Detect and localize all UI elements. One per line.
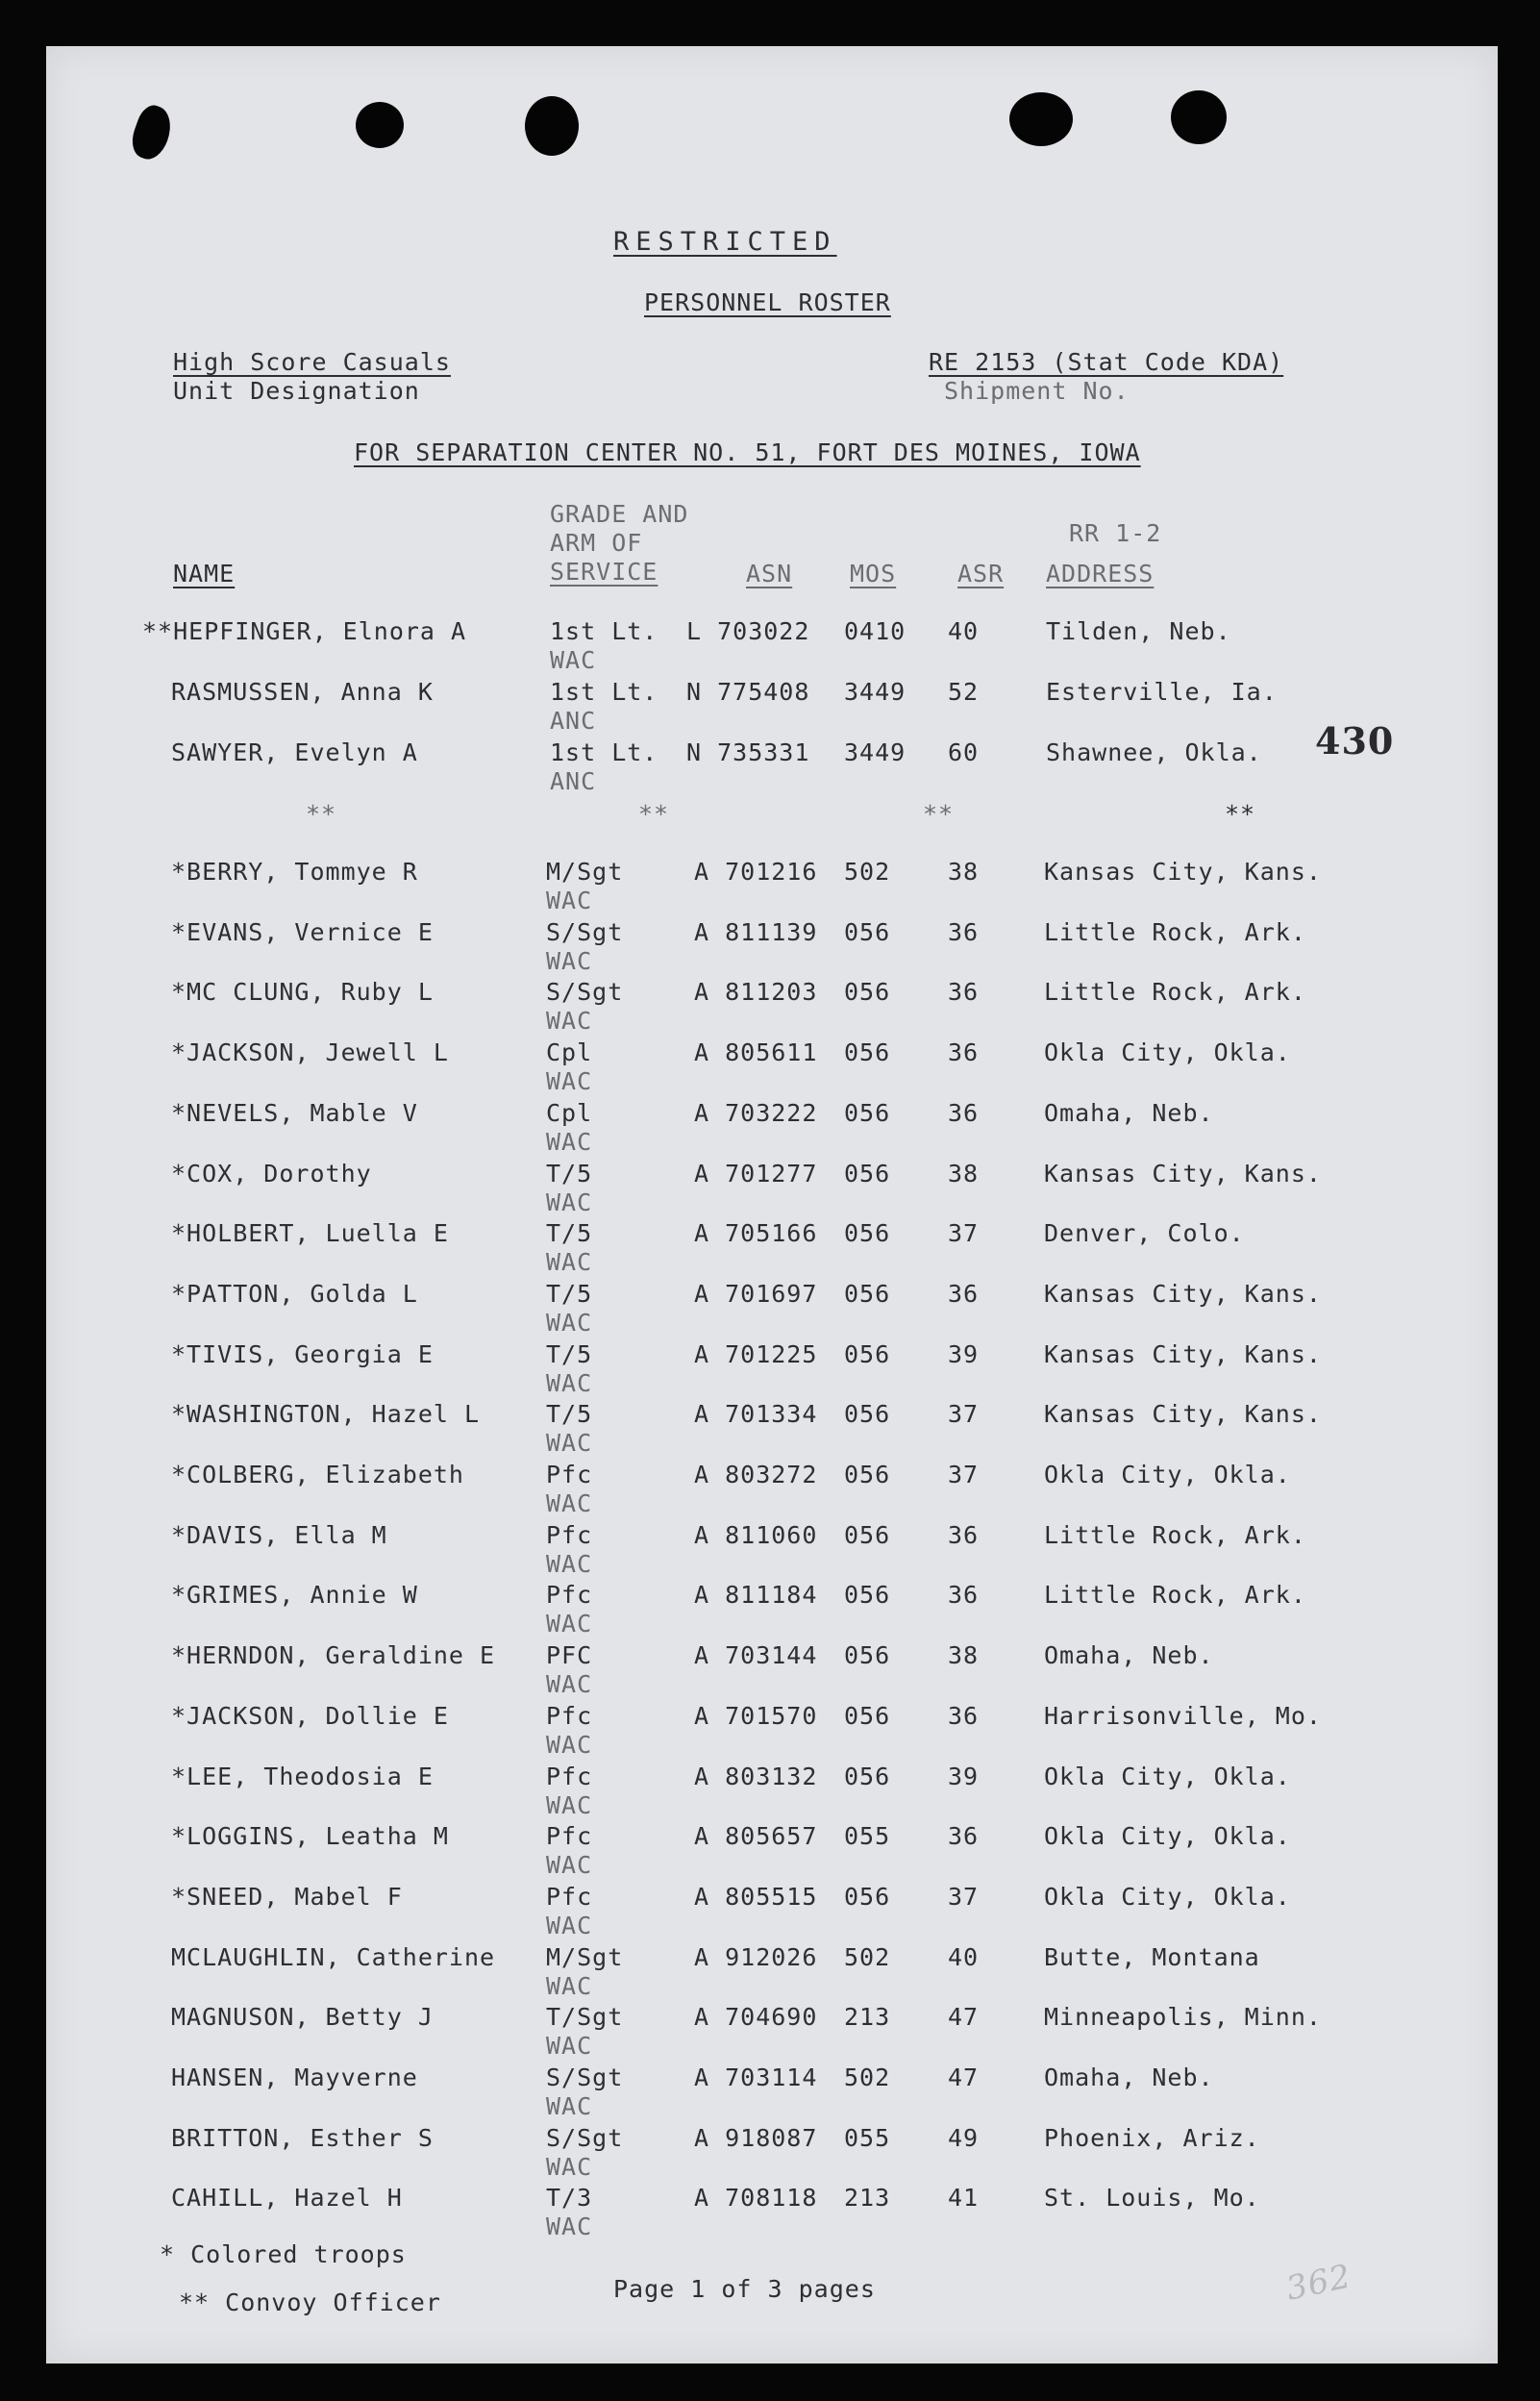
address: Kansas City, Kans. [1044,1400,1322,1429]
arm-of-service: WAC [546,1489,593,1517]
person-name: CAHILL, Hazel H [171,2184,403,2213]
address: Okla City, Okla. [1044,1882,1291,1911]
asr: 38 [948,858,980,886]
person-name: BRITTON, Esther S [171,2123,434,2152]
asr: 47 [948,2063,980,2091]
mos: 056 [844,1098,891,1127]
asr: 37 [948,1219,980,1248]
address: Butte, Montana [1044,1942,1260,1971]
grade: M/Sgt [546,1942,624,1971]
arm-of-service: WAC [546,946,593,975]
grade: T/5 [546,1400,593,1429]
asn: A 803272 [694,1461,818,1488]
mos: 502 [844,2063,891,2091]
address: Tilden, Neb. [1046,617,1231,645]
arm-of-service: WAC [546,1549,593,1578]
address: Omaha, Neb. [1044,2063,1214,2091]
grade: T/5 [546,1159,593,1188]
asr: 36 [948,1038,980,1067]
mos: 056 [844,917,891,946]
asn: A 703144 [694,1641,818,1670]
address: Kansas City, Kans. [1044,1279,1322,1308]
person-name: *GRIMES, Annie W [171,1581,418,1610]
asn: A 708118 [694,2184,818,2213]
person-name: SAWYER, Evelyn A [171,738,418,766]
person-name: RASMUSSEN, Anna K [171,678,434,706]
person-name: *EVANS, Vernice E [171,917,434,946]
asn: A 805515 [694,1882,818,1911]
asn: N 775408 [686,678,810,706]
address: Okla City, Okla. [1044,1038,1291,1067]
person-name: *SNEED, Mabel F [171,1882,403,1911]
classification-title: RESTRICTED [613,227,837,257]
address: Kansas City, Kans. [1044,1159,1322,1188]
asn: A 704690 [694,2003,818,2032]
person-name: *MC CLUNG, Ruby L [171,978,434,1007]
address: Omaha, Neb. [1044,1098,1214,1127]
asr: 40 [948,617,980,645]
asr: 36 [948,1279,980,1308]
grade: S/Sgt [546,978,624,1007]
asr: 39 [948,1762,980,1790]
mos: 056 [844,1762,891,1790]
grade: Pfc [546,1701,593,1730]
address: Okla City, Okla. [1044,1762,1291,1790]
asn: A 811203 [694,978,818,1007]
shipment-label: Shipment No. [944,377,1130,405]
person-name: HANSEN, Mayverne [171,2063,418,2091]
asn: N 735331 [686,738,810,766]
address: Esterville, Ia. [1046,678,1278,706]
person-name: *LOGGINS, Leatha M [171,1822,449,1851]
grade: M/Sgt [546,858,624,886]
col-mos: MOS [850,560,897,588]
mos: 056 [844,1641,891,1670]
arm-of-service: WAC [546,1368,593,1397]
mos: 502 [844,858,891,886]
mos: 055 [844,1822,891,1851]
punch-hole-2 [525,96,579,156]
col-asn: ASN [746,560,793,588]
address: Minneapolis, Minn. [1044,2003,1322,2032]
address: Phoenix, Ariz. [1044,2123,1260,2152]
person-name: **HEPFINGER, Elnora A [142,617,467,645]
col-grade-line1: GRADE AND [550,500,689,528]
mos: 056 [844,1219,891,1248]
asn: A 701225 [694,1339,818,1368]
destination: FOR SEPARATION CENTER NO. 51, FORT DES MOINES, IOWA [354,438,1141,466]
grade: T/Sgt [546,2003,624,2032]
arm-of-service: WAC [550,646,597,674]
separator-mark-4: ** [1225,800,1256,828]
asn: A 701216 [694,858,818,886]
asr: 36 [948,1822,980,1851]
mos: 056 [844,1339,891,1368]
asr: 37 [948,1461,980,1488]
arm-of-service: WAC [546,2092,593,2120]
address: Harrisonville, Mo. [1044,1701,1322,1730]
asn: A 803132 [694,1762,818,1790]
asn: A 912026 [694,1942,818,1971]
shipment-value: RE 2153 (Stat Code KDA) [929,348,1284,376]
grade: T/5 [546,1339,593,1368]
person-name: *WASHINGTON, Hazel L [171,1400,481,1429]
asn: A 811060 [694,1520,818,1549]
asr: 41 [948,2184,980,2213]
mos: 056 [844,1159,891,1188]
separator-mark-1: ** [306,800,337,828]
arm-of-service: WAC [546,1308,593,1337]
mos: 056 [844,1461,891,1488]
asn: L 703022 [686,617,810,645]
address: Denver, Colo. [1044,1219,1245,1248]
arm-of-service: ANC [550,767,597,795]
person-name: MAGNUSON, Betty J [171,2003,434,2032]
mos: 056 [844,978,891,1007]
asr: 52 [948,678,980,706]
grade: Pfc [546,1461,593,1488]
grade: Pfc [546,1581,593,1610]
grade: 1st Lt. [550,617,658,645]
address: Okla City, Okla. [1044,1822,1291,1851]
asr: 36 [948,1098,980,1127]
mos: 056 [844,1279,891,1308]
footnote-convoy-officer: ** Convoy Officer [179,2288,441,2316]
page-stamp-number: 430 [1315,719,1395,763]
asr: 36 [948,1520,980,1549]
asr: 39 [948,1339,980,1368]
address: Kansas City, Kans. [1044,858,1322,886]
separator-mark-2: ** [638,800,670,828]
person-name: *HOLBERT, Luella E [171,1219,449,1248]
arm-of-service: WAC [546,1851,593,1880]
roster-sheet [46,46,1498,2363]
punch-hole-1 [356,102,404,148]
asr: 37 [948,1882,980,1911]
arm-of-service: WAC [546,2152,593,2181]
person-name: *DAVIS, Ella M [171,1520,387,1549]
col-address-line1: RR 1-2 [1069,519,1162,547]
arm-of-service: WAC [546,1007,593,1036]
col-address: ADDRESS [1046,560,1155,588]
person-name: *HERNDON, Geraldine E [171,1641,496,1670]
col-grade-line3: SERVICE [550,558,658,586]
asr: 60 [948,738,980,766]
arm-of-service: WAC [546,1188,593,1216]
grade: Pfc [546,1520,593,1549]
arm-of-service: WAC [546,1911,593,1939]
person-name: *TIVIS, Georgia E [171,1339,434,1368]
arm-of-service: ANC [550,707,597,735]
asr: 47 [948,2003,980,2032]
asn: A 703222 [694,1098,818,1127]
col-grade-line2: ARM OF [550,529,643,557]
person-name: *JACKSON, Dollie E [171,1701,449,1730]
col-name: NAME [173,560,236,588]
grade: PFC [546,1641,593,1670]
asn: A 805611 [694,1038,818,1067]
arm-of-service: WAC [546,887,593,914]
mos: 056 [844,1882,891,1911]
person-name: *COLBERG, Elizabeth [171,1461,464,1488]
asn: A 811184 [694,1581,818,1610]
arm-of-service: WAC [546,1790,593,1819]
address: Omaha, Neb. [1044,1641,1214,1670]
asr: 36 [948,1701,980,1730]
address: Kansas City, Kans. [1044,1339,1322,1368]
grade: S/Sgt [546,917,624,946]
roster-title: PERSONNEL ROSTER [644,288,891,316]
asn: A 701334 [694,1400,818,1429]
footnote-colored-troops: * Colored troops [160,2240,407,2268]
arm-of-service: WAC [546,1127,593,1156]
asn: A 701277 [694,1159,818,1188]
person-name: *LEE, Theodosia E [171,1762,434,1790]
arm-of-service: WAC [546,1067,593,1096]
mos: 056 [844,1701,891,1730]
person-name: *NEVELS, Mable V [171,1098,418,1127]
address: Shawnee, Okla. [1046,738,1262,766]
address: St. Louis, Mo. [1044,2184,1260,2213]
arm-of-service: WAC [546,1971,593,2000]
person-name: *BERRY, Tommye R [171,858,418,886]
asr: 49 [948,2123,980,2152]
mos: 3449 [844,678,907,706]
unit-value: High Score Casuals [173,348,451,376]
address: Little Rock, Ark. [1044,978,1306,1007]
address: Little Rock, Ark. [1044,1520,1306,1549]
asr: 38 [948,1641,980,1670]
punch-hole-3 [1009,92,1073,146]
mos: 502 [844,1942,891,1971]
asr: 37 [948,1400,980,1429]
arm-of-service: WAC [546,1429,593,1458]
asr: 40 [948,1942,980,1971]
mos: 213 [844,2003,891,2032]
asn: A 703114 [694,2063,818,2091]
asr: 38 [948,1159,980,1188]
mos: 056 [844,1520,891,1549]
mos: 056 [844,1400,891,1429]
mos: 056 [844,1038,891,1067]
asr: 36 [948,917,980,946]
address: Little Rock, Ark. [1044,917,1306,946]
grade: Cpl [546,1038,593,1067]
asr: 36 [948,978,980,1007]
punch-hole-4 [1171,90,1227,144]
mos: 0410 [844,617,907,645]
arm-of-service: WAC [546,2213,593,2241]
handwritten-number: 362 [1282,2257,1355,2309]
asr: 36 [948,1581,980,1610]
asn: A 701570 [694,1701,818,1730]
person-name: *JACKSON, Jewell L [171,1038,449,1067]
mos: 055 [844,2123,891,2152]
mos: 213 [844,2184,891,2213]
grade: Pfc [546,1882,593,1911]
page-count: Page 1 of 3 pages [613,2275,876,2303]
grade: S/Sgt [546,2063,624,2091]
torn-mark [127,102,178,164]
grade: T/5 [546,1279,593,1308]
grade: 1st Lt. [550,738,658,766]
person-name: *COX, Dorothy [171,1159,372,1188]
person-name: MCLAUGHLIN, Catherine [171,1942,496,1971]
separator-mark-3: ** [923,800,955,828]
grade: T/3 [546,2184,593,2213]
person-name: *PATTON, Golda L [171,1279,418,1308]
grade: Pfc [546,1822,593,1851]
address: Little Rock, Ark. [1044,1581,1306,1610]
asn: A 805657 [694,1822,818,1851]
arm-of-service: WAC [546,1610,593,1638]
mos: 3449 [844,738,907,766]
arm-of-service: WAC [546,1730,593,1759]
asn: A 701697 [694,1279,818,1308]
asn: A 918087 [694,2123,818,2152]
asn: A 811139 [694,917,818,946]
grade: 1st Lt. [550,678,658,706]
unit-label: Unit Designation [173,377,420,405]
col-asr: ASR [957,560,1005,588]
mos: 056 [844,1581,891,1610]
grade: Cpl [546,1098,593,1127]
grade: T/5 [546,1219,593,1248]
arm-of-service: WAC [546,1670,593,1699]
arm-of-service: WAC [546,2032,593,2061]
asn: A 705166 [694,1219,818,1248]
grade: Pfc [546,1762,593,1790]
grade: S/Sgt [546,2123,624,2152]
arm-of-service: WAC [546,1248,593,1277]
address: Okla City, Okla. [1044,1461,1291,1488]
